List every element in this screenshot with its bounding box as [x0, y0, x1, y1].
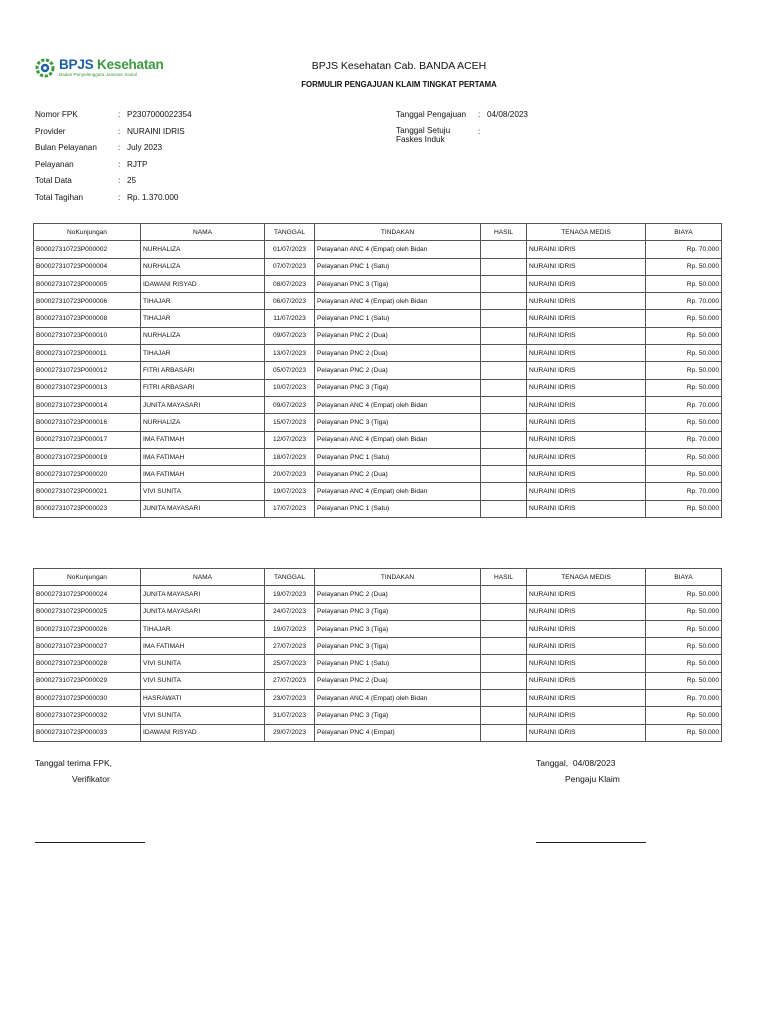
medic-cell: NURAINI IDRIS: [527, 345, 646, 362]
table-header-row: [34, 569, 722, 586]
table-row: [34, 362, 722, 379]
medic-cell: NURAINI IDRIS: [527, 483, 646, 500]
cost-cell: Rp. 50.000: [646, 586, 722, 603]
visit-number-cell: B00027310723P000010: [34, 327, 141, 344]
result-cell: [481, 620, 527, 637]
visit-number-cell: B00027310723P000024: [34, 586, 141, 603]
result-cell: [481, 345, 527, 362]
result-cell: [481, 396, 527, 413]
form-title: FORMULIR PENGAJUAN KLAIM TINGKAT PERTAMA: [301, 80, 497, 89]
result-cell: [481, 362, 527, 379]
info-value: RJTP: [127, 159, 148, 169]
verifier-label: Verifikator: [72, 774, 110, 784]
result-cell: [481, 500, 527, 517]
result-cell: [481, 603, 527, 620]
medic-cell: NURAINI IDRIS: [527, 707, 646, 724]
info-label: Pelayanan: [35, 159, 74, 169]
col-nama-header: NAMA: [141, 224, 265, 241]
name-cell: IMA FATIMAH: [141, 448, 265, 465]
name-cell: JUNITA MAYASARI: [141, 603, 265, 620]
medic-cell: NURAINI IDRIS: [527, 724, 646, 741]
table-row: [34, 672, 722, 689]
date-cell: 09/07/2023: [265, 327, 315, 344]
name-cell: IDAWANI RISYAD: [141, 275, 265, 292]
cost-cell: Rp. 50.000: [646, 362, 722, 379]
visit-number-cell: B00027310723P000013: [34, 379, 141, 396]
table-row: [34, 293, 722, 310]
visit-number-cell: B00027310723P000028: [34, 655, 141, 672]
table-row: [34, 310, 722, 327]
cost-cell: Rp. 50.000: [646, 724, 722, 741]
date-cell: 05/07/2023: [265, 362, 315, 379]
name-cell: HASRAWATI: [141, 690, 265, 707]
result-cell: [481, 655, 527, 672]
logo-bpjs-text: BPJS: [59, 57, 94, 73]
name-cell: TIHAJAR: [141, 310, 265, 327]
name-cell: IMA FATIMAH: [141, 431, 265, 448]
date-cell: 08/07/2023: [265, 275, 315, 292]
cost-cell: Rp. 70.000: [646, 690, 722, 707]
date-cell: 01/07/2023: [265, 241, 315, 258]
info-value: Rp. 1.370.000: [127, 192, 179, 202]
submitter-signature-line: [536, 842, 646, 843]
action-cell: Pelayanan PNC 3 (Tiga): [315, 379, 481, 396]
claims-table-1: [33, 223, 722, 518]
col-tanggal-header: TANGGAL: [265, 569, 315, 586]
result-cell: [481, 724, 527, 741]
medic-cell: NURAINI IDRIS: [527, 379, 646, 396]
visit-number-cell: B00027310723P000005: [34, 275, 141, 292]
cost-cell: Rp. 50.000: [646, 448, 722, 465]
cost-cell: Rp. 50.000: [646, 672, 722, 689]
info-row-total-data: Total Data : 25: [35, 173, 192, 190]
branch-title: BPJS Kesehatan Cab. BANDA ACEH: [311, 60, 487, 72]
name-cell: IMA FATIMAH: [141, 466, 265, 483]
info-row-total-tagihan: Total Tagihan : Rp. 1.370.000: [35, 190, 192, 207]
medic-cell: NURAINI IDRIS: [527, 293, 646, 310]
table-row: [34, 345, 722, 362]
visit-number-cell: B00027310723P000012: [34, 362, 141, 379]
medic-cell: NURAINI IDRIS: [527, 672, 646, 689]
name-cell: IMA FATIMAH: [141, 638, 265, 655]
date-cell: 24/07/2023: [265, 603, 315, 620]
col-biaya-header: BIAYA: [646, 224, 722, 241]
logo-tagline: Badan Penyelenggara Jaminan Sosial: [59, 71, 137, 77]
date-cell: 27/07/2023: [265, 638, 315, 655]
info-value: P2307000022354: [127, 110, 192, 119]
result-cell: [481, 466, 527, 483]
action-cell: Pelayanan PNC 4 (Empat): [315, 724, 481, 741]
result-cell: [481, 379, 527, 396]
visit-number-cell: B00027310723P000020: [34, 466, 141, 483]
name-cell: VIVI SUNITA: [141, 672, 265, 689]
cost-cell: Rp. 50.000: [646, 500, 722, 517]
cost-cell: Rp. 50.000: [646, 310, 722, 327]
date-cell: 31/07/2023: [265, 707, 315, 724]
claims-table-2: [33, 568, 722, 742]
date-cell: 19/07/2023: [265, 620, 315, 637]
visit-number-cell: B00027310723P000002: [34, 241, 141, 258]
result-cell: [481, 275, 527, 292]
action-cell: Pelayanan PNC 2 (Dua): [315, 362, 481, 379]
table-row: [34, 396, 722, 413]
date-cell: 09/07/2023: [265, 396, 315, 413]
date-cell: 20/07/2023: [265, 466, 315, 483]
result-cell: [481, 258, 527, 275]
cost-cell: Rp. 50.000: [646, 655, 722, 672]
cost-cell: Rp. 50.000: [646, 620, 722, 637]
cost-cell: Rp. 50.000: [646, 466, 722, 483]
name-cell: IDAWANI RISYAD: [141, 724, 265, 741]
visit-number-cell: B00027310723P000019: [34, 448, 141, 465]
name-cell: VIVI SUNITA: [141, 707, 265, 724]
visit-number-cell: B00027310723P000032: [34, 707, 141, 724]
action-cell: Pelayanan PNC 2 (Dua): [315, 327, 481, 344]
col-tenaga-medis-header: TENAGA MEDIS: [527, 569, 646, 586]
medic-cell: NURAINI IDRIS: [527, 638, 646, 655]
table-row: [34, 586, 722, 603]
submit-date: [536, 758, 615, 768]
table-row: [34, 483, 722, 500]
date-cell: 07/07/2023: [265, 258, 315, 275]
action-cell: Pelayanan PNC 3 (Tiga): [315, 620, 481, 637]
visit-number-cell: B00027310723P000030: [34, 690, 141, 707]
claim-info-right: [396, 107, 528, 144]
info-label: Bulan Pelayanan: [35, 143, 97, 152]
name-cell: TIHAJAR: [141, 293, 265, 310]
date-cell: 11/07/2023: [265, 310, 315, 327]
result-cell: [481, 638, 527, 655]
name-cell: JUNITA MAYASARI: [141, 500, 265, 517]
cost-cell: Rp. 50.000: [646, 603, 722, 620]
medic-cell: NURAINI IDRIS: [527, 466, 646, 483]
visit-number-cell: B00027310723P000011: [34, 345, 141, 362]
medic-cell: NURAINI IDRIS: [527, 586, 646, 603]
action-cell: Pelayanan PNC 2 (Dua): [315, 466, 481, 483]
name-cell: NURHALIZA: [141, 258, 265, 275]
action-cell: Pelayanan ANC 4 (Empat) oleh Bidan: [315, 293, 481, 310]
date-value: 04/08/2023: [572, 758, 616, 768]
visit-number-cell: B00027310723P000016: [34, 414, 141, 431]
result-cell: [481, 327, 527, 344]
table-body: [34, 241, 722, 518]
info-label: Nomor FPK: [35, 110, 78, 119]
table-row: [34, 379, 722, 396]
info-row-tanggal-setuju: Tanggal Setuju Faskes Induk :: [396, 125, 481, 144]
medic-cell: NURAINI IDRIS: [527, 396, 646, 413]
col-biaya-header: BIAYA: [646, 569, 722, 586]
table-header-row: [34, 224, 722, 241]
name-cell: VIVI SUNITA: [141, 483, 265, 500]
table-row: [34, 448, 722, 465]
result-cell: [481, 414, 527, 431]
info-row-bulan-pelayanan: Bulan Pelayanan : July 2023: [35, 140, 192, 157]
logo-kesehatan-text: Kesehatan: [97, 57, 164, 73]
cost-cell: Rp. 50.000: [646, 345, 722, 362]
info-value: NURAINI IDRIS: [127, 126, 185, 136]
visit-number-cell: B00027310723P000025: [34, 603, 141, 620]
table-row: [34, 258, 722, 275]
medic-cell: NURAINI IDRIS: [527, 310, 646, 327]
visit-number-cell: B00027310723P000023: [34, 500, 141, 517]
result-cell: [481, 293, 527, 310]
date-label: Tanggal,: [536, 758, 569, 768]
medic-cell: NURAINI IDRIS: [527, 500, 646, 517]
table-row: [34, 431, 722, 448]
medic-cell: NURAINI IDRIS: [527, 275, 646, 292]
cost-cell: Rp. 50.000: [646, 275, 722, 292]
cost-cell: Rp. 50.000: [646, 707, 722, 724]
result-cell: [481, 448, 527, 465]
action-cell: Pelayanan PNC 3 (Tiga): [315, 275, 481, 292]
date-cell: 29/07/2023: [265, 724, 315, 741]
action-cell: Pelayanan PNC 2 (Dua): [315, 345, 481, 362]
date-cell: 27/07/2023: [265, 672, 315, 689]
action-cell: Pelayanan PNC 2 (Dua): [315, 586, 481, 603]
visit-number-cell: B00027310723P000014: [34, 396, 141, 413]
info-value: 25: [127, 176, 137, 185]
info-label: Total Data: [35, 176, 72, 185]
action-cell: Pelayanan PNC 1 (Satu): [315, 258, 481, 275]
verifier-signature-line: [35, 842, 145, 843]
col-tanggal-header: TANGGAL: [265, 224, 315, 241]
cost-cell: Rp. 70.000: [646, 241, 722, 258]
medic-cell: NURAINI IDRIS: [527, 620, 646, 637]
info-value: 04/08/2023: [487, 110, 528, 119]
table-row: [34, 327, 722, 344]
name-cell: FITRI ARBASARI: [141, 362, 265, 379]
action-cell: Pelayanan PNC 3 (Tiga): [315, 603, 481, 620]
date-cell: 25/07/2023: [265, 655, 315, 672]
visit-number-cell: B00027310723P000017: [34, 431, 141, 448]
name-cell: NURHALIZA: [141, 327, 265, 344]
action-cell: Pelayanan PNC 3 (Tiga): [315, 707, 481, 724]
date-cell: 13/07/2023: [265, 345, 315, 362]
table-row: [34, 724, 722, 741]
date-cell: 17/07/2023: [265, 500, 315, 517]
date-cell: 06/07/2023: [265, 293, 315, 310]
name-cell: NURHALIZA: [141, 414, 265, 431]
action-cell: Pelayanan ANC 4 (Empat) oleh Bidan: [315, 396, 481, 413]
submitter-label: Pengaju Klaim: [565, 774, 620, 784]
medic-cell: NURAINI IDRIS: [527, 241, 646, 258]
result-cell: [481, 431, 527, 448]
name-cell: JUNITA MAYASARI: [141, 586, 265, 603]
result-cell: [481, 690, 527, 707]
visit-number-cell: B00027310723P000027: [34, 638, 141, 655]
info-label: Total Tagihan: [35, 192, 84, 202]
date-cell: 23/07/2023: [265, 690, 315, 707]
table-row: [34, 707, 722, 724]
medic-cell: NURAINI IDRIS: [527, 258, 646, 275]
info-label: Tanggal Pengajuan: [396, 110, 467, 119]
name-cell: VIVI SUNITA: [141, 655, 265, 672]
claim-info-left: [35, 107, 192, 206]
cost-cell: Rp. 50.000: [646, 379, 722, 396]
cost-cell: Rp. 50.000: [646, 258, 722, 275]
table-row: [34, 500, 722, 517]
result-cell: [481, 310, 527, 327]
result-cell: [481, 483, 527, 500]
col-nama-header: NAMA: [141, 569, 265, 586]
visit-number-cell: B00027310723P000029: [34, 672, 141, 689]
table-row: [34, 414, 722, 431]
table-row: [34, 620, 722, 637]
received-label: Tanggal terima FPK,: [35, 758, 113, 768]
medic-cell: NURAINI IDRIS: [527, 414, 646, 431]
action-cell: Pelayanan PNC 3 (Tiga): [315, 638, 481, 655]
action-cell: Pelayanan PNC 1 (Satu): [315, 310, 481, 327]
medic-cell: NURAINI IDRIS: [527, 603, 646, 620]
col-tindakan-header: TINDAKAN: [315, 569, 481, 586]
name-cell: JUNITA MAYASARI: [141, 396, 265, 413]
cost-cell: Rp. 70.000: [646, 483, 722, 500]
date-cell: 15/07/2023: [265, 414, 315, 431]
medic-cell: NURAINI IDRIS: [527, 655, 646, 672]
cost-cell: Rp. 70.000: [646, 293, 722, 310]
table-row: [34, 655, 722, 672]
cost-cell: Rp. 50.000: [646, 414, 722, 431]
medic-cell: NURAINI IDRIS: [527, 690, 646, 707]
visit-number-cell: B00027310723P000033: [34, 724, 141, 741]
action-cell: Pelayanan PNC 1 (Satu): [315, 448, 481, 465]
medic-cell: NURAINI IDRIS: [527, 448, 646, 465]
info-value: July 2023: [127, 143, 163, 152]
visit-number-cell: B00027310723P000006: [34, 293, 141, 310]
name-cell: NURHALIZA: [141, 241, 265, 258]
date-cell: 19/07/2023: [265, 483, 315, 500]
table-row: [34, 275, 722, 292]
action-cell: Pelayanan PNC 3 (Tiga): [315, 414, 481, 431]
result-cell: [481, 707, 527, 724]
col-no-kunjungan-header: NoKunjungan: [34, 224, 141, 241]
action-cell: Pelayanan ANC 4 (Empat) oleh Bidan: [315, 431, 481, 448]
col-tenaga-medis-header: TENAGA MEDIS: [527, 224, 646, 241]
visit-number-cell: B00027310723P000004: [34, 258, 141, 275]
col-hasil-header: HASIL: [481, 569, 527, 586]
medic-cell: NURAINI IDRIS: [527, 327, 646, 344]
medic-cell: NURAINI IDRIS: [527, 431, 646, 448]
result-cell: [481, 672, 527, 689]
result-cell: [481, 241, 527, 258]
info-label: Provider: [35, 126, 66, 136]
visit-number-cell: B00027310723P000026: [34, 620, 141, 637]
table-row: [34, 466, 722, 483]
name-cell: TIHAJAR: [141, 345, 265, 362]
table-body: [34, 586, 722, 742]
table-row: [34, 603, 722, 620]
date-cell: 19/07/2023: [265, 586, 315, 603]
col-no-kunjungan-header: NoKunjungan: [34, 569, 141, 586]
name-cell: FITRI ARBASARI: [141, 379, 265, 396]
cost-cell: Rp. 70.000: [646, 431, 722, 448]
action-cell: Pelayanan PNC 1 (Satu): [315, 500, 481, 517]
info-row-nomor-fpk: Nomor FPK : P2307000022354: [35, 107, 192, 124]
cost-cell: Rp. 70.000: [646, 396, 722, 413]
action-cell: Pelayanan ANC 4 (Empat) oleh Bidan: [315, 241, 481, 258]
action-cell: Pelayanan ANC 4 (Empat) oleh Bidan: [315, 690, 481, 707]
visit-number-cell: B00027310723P000008: [34, 310, 141, 327]
table-row: [34, 690, 722, 707]
info-row-pelayanan: Pelayanan : RJTP: [35, 157, 192, 174]
cost-cell: Rp. 50.000: [646, 327, 722, 344]
action-cell: Pelayanan PNC 1 (Satu): [315, 655, 481, 672]
info-label: Tanggal Setuju Faskes Induk: [396, 125, 451, 144]
result-cell: [481, 586, 527, 603]
table-row: [34, 241, 722, 258]
col-tindakan-header: TINDAKAN: [315, 224, 481, 241]
medic-cell: NURAINI IDRIS: [527, 362, 646, 379]
name-cell: TIHAJAR: [141, 620, 265, 637]
date-cell: 18/07/2023: [265, 448, 315, 465]
action-cell: Pelayanan ANC 4 (Empat) oleh Bidan: [315, 483, 481, 500]
date-cell: 12/07/2023: [265, 431, 315, 448]
info-row-tanggal-pengajuan: Tanggal Pengajuan : 04/08/2023: [396, 107, 528, 124]
info-row-provider: Provider : NURAINI IDRIS: [35, 124, 192, 141]
date-cell: 10/07/2023: [265, 379, 315, 396]
visit-number-cell: B00027310723P000021: [34, 483, 141, 500]
table-row: [34, 638, 722, 655]
cost-cell: Rp. 50.000: [646, 638, 722, 655]
action-cell: Pelayanan PNC 2 (Dua): [315, 672, 481, 689]
col-hasil-header: HASIL: [481, 224, 527, 241]
